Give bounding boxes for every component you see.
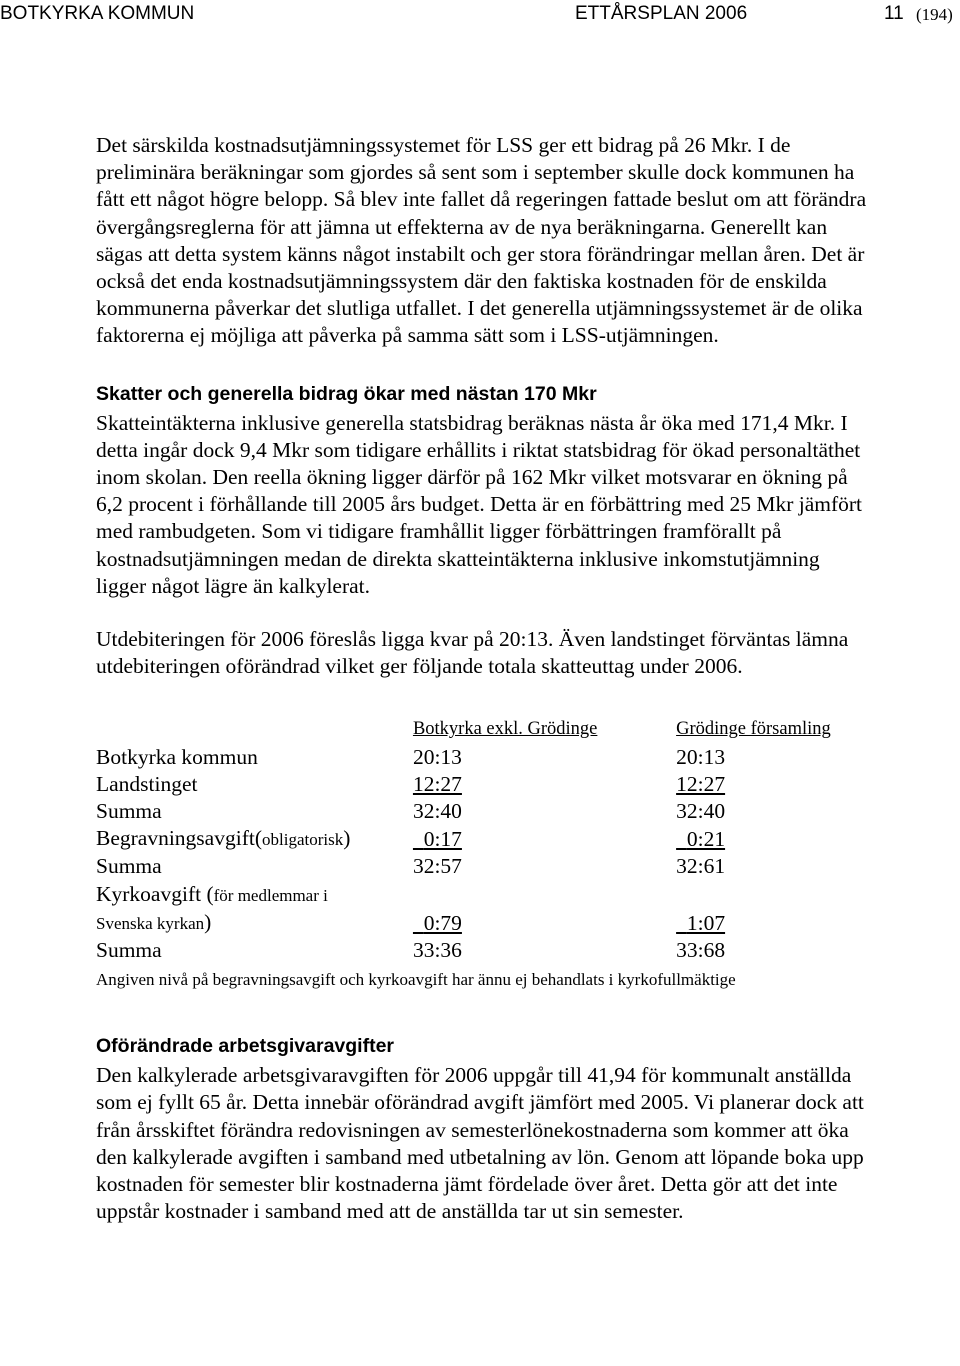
- paragraph-tax-rate: Utdebiteringen för 2006 föreslås ligga kvar på 20:13. Även landstinget förväntas lämna utdebiteringen oförändrad vilket ger följande totala skatteuttag under 2006.: [96, 627, 849, 679]
- cell-value: 0:17: [423, 827, 462, 852]
- row-label: Botkyrka kommun: [96, 744, 258, 769]
- table-row: [96, 771, 874, 798]
- section-heading-taxes: Skatter och generella bidrag ökar med nästan 170 Mkr: [96, 382, 597, 405]
- cell-value: 12:27: [412, 771, 462, 796]
- table-row: [96, 825, 874, 853]
- header-page-number: 11: [884, 3, 904, 24]
- row-label: Summa: [96, 799, 162, 824]
- table-note: Angiven nivå på begravningsavgift och kyrkoavgift har ännu ej behandlats i kyrkofullmäktige: [96, 970, 736, 990]
- cell-value: 32:40: [412, 799, 462, 824]
- cell-value: 20:13: [412, 744, 462, 769]
- cell-value: 33:36: [412, 938, 462, 963]
- cell-value: 1:07: [686, 910, 726, 935]
- cell-value: 20:13: [676, 744, 726, 769]
- cell-value: 32:61: [676, 854, 726, 879]
- section-heading-employer-fees: Oförändrade arbetsgivaravgifter: [96, 1035, 395, 1058]
- row-label: Summa: [96, 938, 162, 963]
- cell-value: 33:68: [676, 938, 726, 963]
- paragraph-lss: Det särskilda kostnadsutjämningssystemet för LSS ger ett bidrag på 26 Mkr. I de preliminära beräkningar som gjordes så sent som i september skulle dock kommunen ha fått ett något högre belopp. Så blev inte fallet då regeringen fattade beslut om att förändra övergångsreglerna för att jämna ut effekterna av de nya beräkningarna. Generellt kan sägas att detta system känns något instabilt och ger stora förändringar mellan åren. Det är också det enda kostnadsutjämningssystem där den faktiska kostnaden för de enskilda kommunerna påverkar det slutliga utfallet. I det generella utjämningssystemet är de olika faktorerna ej möjliga att påverka på samma sätt som i LSS-utjämningen.: [96, 133, 867, 348]
- row-label: Svenska kyrkan): [96, 909, 212, 934]
- row-label: Summa: [96, 854, 162, 879]
- page-header: [0, 3, 960, 29]
- cell-value: 32:40: [676, 799, 726, 824]
- header-document-title: ETTÅRSPLAN 2006: [575, 3, 748, 24]
- column-header-grodinge: Grödinge församling: [676, 719, 831, 740]
- header-organization: BOTKYRKA KOMMUN: [0, 3, 195, 24]
- row-label: Begravningsavgift(obligatorisk): [96, 826, 351, 851]
- paragraph-employer-fees: Den kalkylerade arbetsgivaravgiften för 2006 uppgår till 41,94 för kommunalt anställda som ej fyllt 65 år. Detta innebär oförändrad avgift jämfört med 2005. Vi planerar dock att från årsskiftet förändra redovisningen av semesterlönekostnaderna som kommer att öka den kalkylerade avgiften i samband med utbetalning av lön. Genom att löpande boka upp kostnaden för semester blir kostnaderna jämt fördelade över året. Detta gör att det inte uppstår kostnader i samband med att de anställda tar ut sin semester.: [96, 1063, 864, 1224]
- paragraph-tax-revenue: Skatteintäkterna inklusive generella statsbidrag beräknas nästa år öka med 171,4 Mkr. I detta ingår dock 9,4 Mkr som tidigare erhållits i riktat statsbidrag för ökad personaltäthet inom skolan. Den reella ökning ligger därför på 162 Mkr vilket motsvarar en ökning på 6,2 procent i förhållande till 2005 års budget. Detta är en förbättring med 25 Mkr jämfört med rambudgeten. Som vi tidigare framhållit ligger förbättringen framförallt på kostnadsutjämningen medan de direkta skatteintäkterna inklusive inkomstutjämning ligger något lägre än kalkylerat.: [96, 410, 863, 598]
- table-row: [96, 909, 874, 937]
- document-body: [96, 132, 874, 1226]
- cell-value: 0:21: [686, 827, 726, 852]
- cell-value: 0:79: [423, 910, 462, 935]
- table-row: [96, 853, 874, 880]
- header-total-pages: (194): [916, 5, 953, 24]
- row-label: Kyrkoavgift (för medlemmar i: [96, 881, 328, 906]
- column-header-botkyrka: Botkyrka exkl. Grödinge: [412, 719, 598, 740]
- row-label: Landstinget: [96, 771, 198, 796]
- table-row: [96, 937, 874, 964]
- table-row: [96, 744, 874, 771]
- tax-rate-table: [96, 716, 874, 964]
- cell-value: 32:57: [412, 854, 462, 879]
- table-row: [96, 881, 874, 909]
- table-row: [96, 798, 874, 825]
- cell-value: 12:27: [676, 771, 726, 796]
- table-header-row: [96, 716, 874, 743]
